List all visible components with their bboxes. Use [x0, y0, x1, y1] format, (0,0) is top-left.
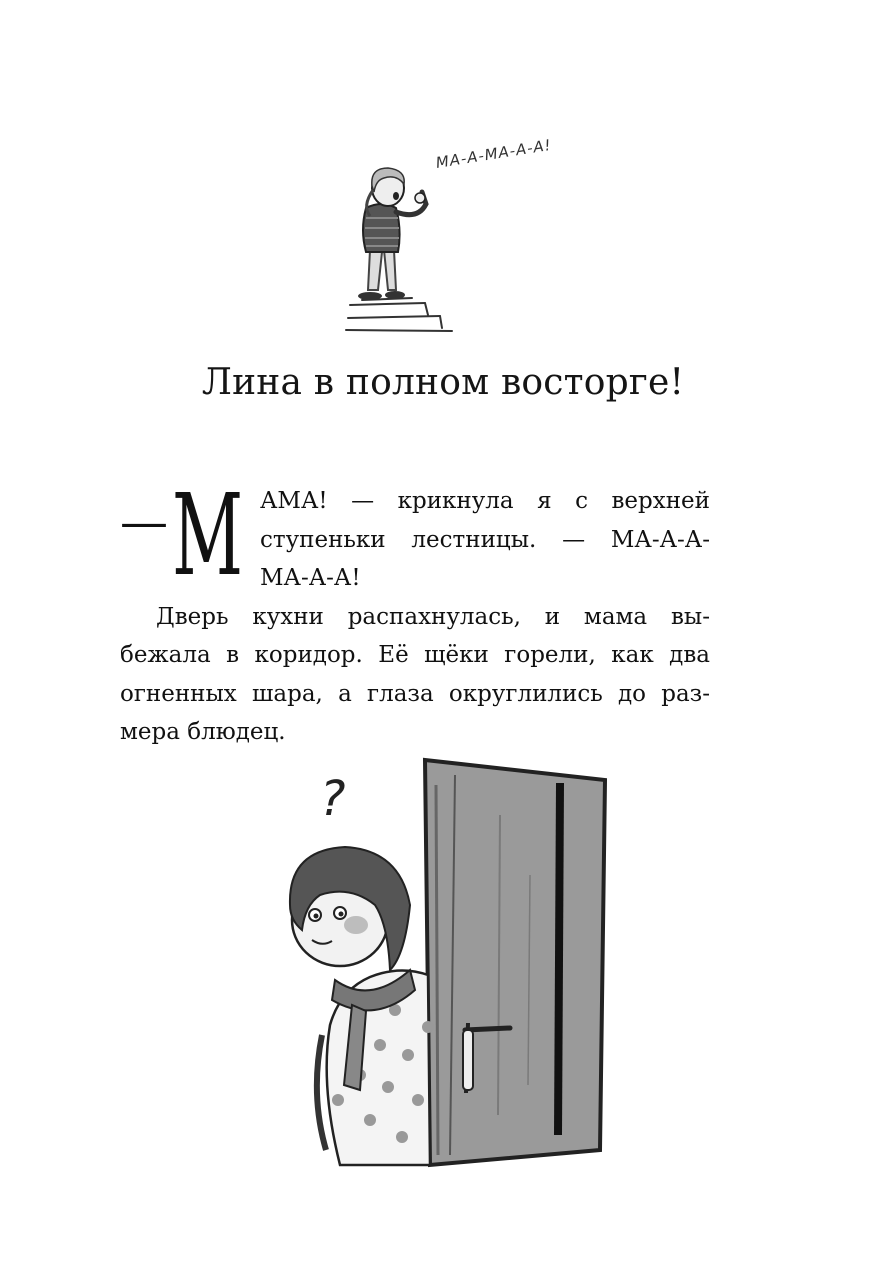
paragraph-line: АМА! — крикнула я с верхней [260, 488, 710, 514]
paragraph-line: мера блюдец. [120, 719, 286, 745]
shout-caption: МА-А-МА-А-А! [434, 135, 553, 172]
girl-on-stairs-drawing [340, 140, 590, 340]
chapter-title: Лина в полном восторге! [201, 362, 685, 403]
girl-shouting-illustration [340, 135, 590, 340]
dropcap-letter: М [172, 471, 244, 601]
paragraph-second [120, 598, 710, 752]
question-mark: ? [320, 771, 346, 827]
dropcap-dash: — [120, 494, 168, 550]
paragraph-line: МА-А-А! [260, 565, 361, 591]
story-text [120, 471, 710, 752]
paragraph-line: ступеньки лестницы. — МА-А-А- [260, 526, 710, 553]
mom-at-door-illustration [260, 755, 640, 1175]
paragraph-line: бежала в коридор. Её щёки горели, как два [120, 642, 710, 668]
paragraph-line: Дверь кухни распахнулась, и мама вы- [156, 603, 710, 630]
paragraph-line: огненных шара, а глаза округлились до раз- [120, 680, 710, 707]
mom-door-drawing [260, 755, 640, 1175]
